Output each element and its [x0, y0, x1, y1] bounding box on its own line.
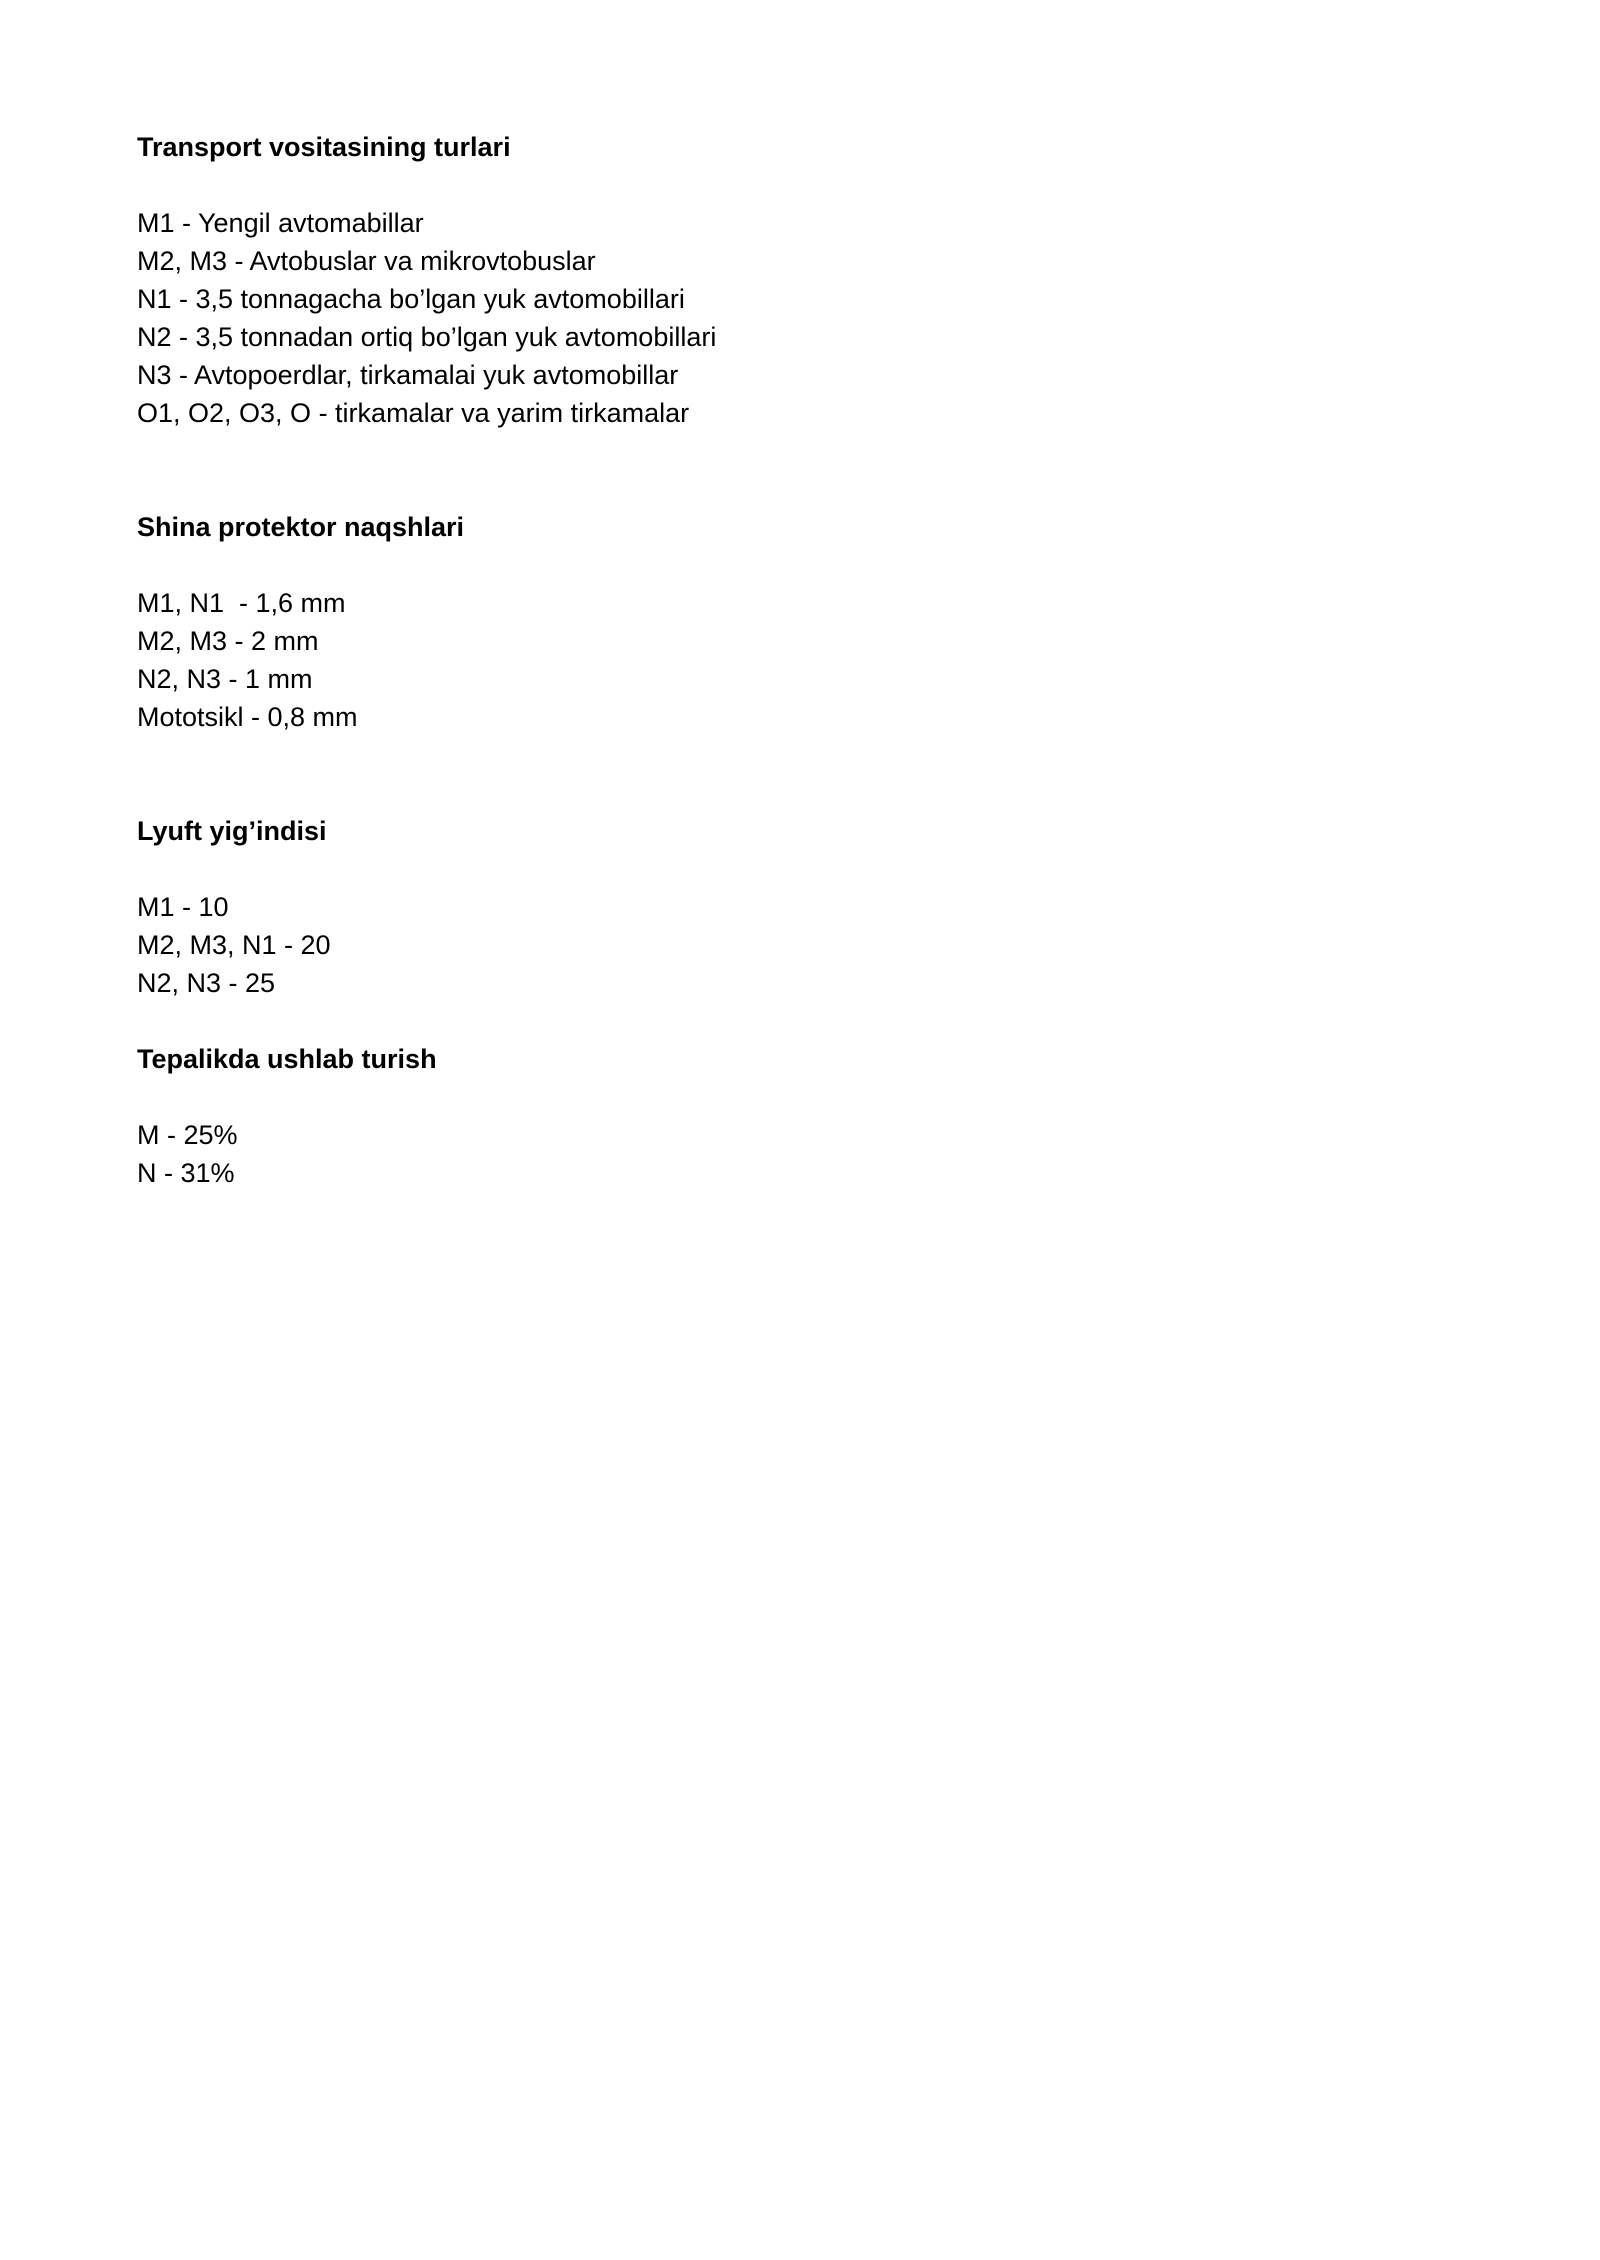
text-line: O1, O2, O3, O - tirkamalar va yarim tirkamalar	[137, 398, 690, 428]
text-line: Mototsikl - 0,8 mm	[137, 702, 358, 732]
text-line: M - 25%	[137, 1120, 238, 1150]
text-line: N2, N3 - 1 mm	[137, 664, 313, 694]
section-tread-patterns	[137, 508, 1460, 736]
text-line: N1 - 3,5 tonnagacha bo’lgan yuk avtomobillari	[137, 284, 685, 314]
section-heading: Tepalikda ushlab turish	[137, 1044, 437, 1074]
section-hill-hold	[137, 1040, 1460, 1192]
section-heading: Transport vositasining turlari	[137, 132, 511, 162]
text-line: N3 - Avtopoerdlar, tirkamalai yuk avtomobillar	[137, 360, 679, 390]
text-line: M1, N1 - 1,6 mm	[137, 588, 346, 618]
text-line: M1 - Yengil avtomabillar	[137, 208, 424, 238]
section-transport-types	[137, 128, 1460, 432]
section-heading: Shina protektor naqshlari	[137, 512, 465, 542]
text-line: N2 - 3,5 tonnadan ortiq bo’lgan yuk avtomobillari	[137, 322, 717, 352]
text-line: M1 - 10	[137, 892, 229, 922]
section-heading: Lyuft yig’indisi	[137, 816, 327, 846]
text-line: N2, N3 - 25	[137, 968, 276, 998]
text-line: M2, M3 - 2 mm	[137, 626, 319, 656]
text-line: M2, M3 - Avtobuslar va mikrovtobuslar	[137, 246, 596, 276]
section-play-total	[137, 812, 1460, 1002]
text-line: N - 31%	[137, 1158, 235, 1188]
text-line: M2, M3, N1 - 20	[137, 930, 331, 960]
